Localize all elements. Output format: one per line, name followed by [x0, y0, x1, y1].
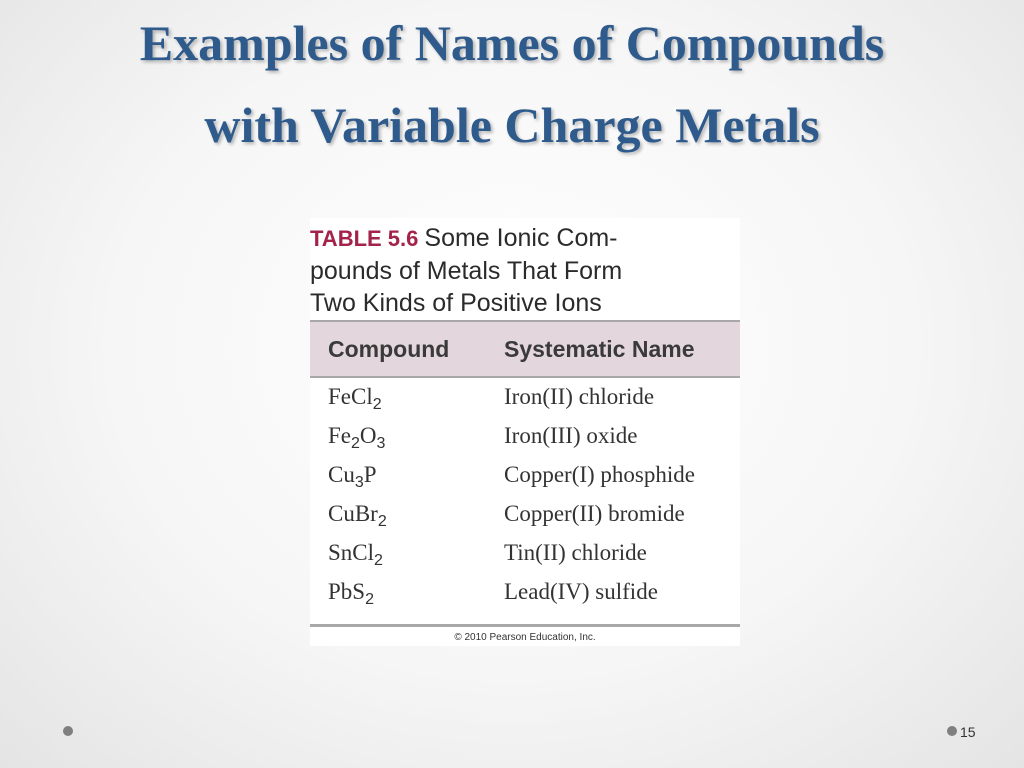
formula-element: Cl: [352, 540, 375, 565]
formula-element: Br: [354, 501, 378, 526]
compound-formula: [328, 384, 382, 413]
page-number: 15: [960, 724, 976, 740]
caption-line-3: Two Kinds of Positive Ions: [310, 289, 602, 317]
systematic-name: Tin(II) chloride: [504, 540, 647, 565]
copyright-notice: © 2010 Pearson Education, Inc.: [454, 632, 596, 643]
formula-element: Cu: [328, 462, 355, 487]
header-compound: Compound: [328, 336, 450, 362]
table-body: [310, 380, 740, 614]
formula-subscript: 3: [354, 474, 364, 491]
systematic-name: Lead(IV) sulfide: [504, 579, 658, 604]
compound-formula: [328, 501, 387, 530]
caption-text-1: Some Ionic Com-: [424, 224, 618, 252]
slide-title-line-2: with Variable Charge Metals: [204, 97, 820, 153]
caption-line-2: pounds of Metals That Form: [310, 257, 623, 285]
systematic-name: Copper(II) bromide: [504, 501, 685, 526]
systematic-name: Copper(I) phosphide: [504, 462, 695, 487]
table-row: [310, 497, 740, 536]
formula-subscript: 3: [376, 435, 386, 452]
formula-element: S: [352, 579, 366, 604]
formula-element: Cu: [328, 501, 355, 526]
compound-formula: [328, 540, 383, 569]
compound-formula: [328, 462, 377, 491]
table-row: [310, 575, 740, 614]
table-image: [310, 218, 740, 646]
table-caption: [310, 222, 710, 319]
compound-formula: [328, 579, 374, 608]
slide-title-line-1: Examples of Names of Compounds: [139, 15, 885, 71]
formula-element: P: [363, 462, 377, 487]
formula-subscript: 2: [374, 552, 383, 569]
table-row: [310, 536, 740, 575]
compound-formula: [328, 423, 386, 452]
formula-element: Fe: [328, 423, 351, 448]
formula-element: O: [359, 423, 377, 448]
table-row: [310, 380, 740, 419]
caption-line-1: [310, 222, 710, 255]
formula-subscript: 2: [377, 513, 387, 530]
table-label: TABLE 5.6: [310, 226, 419, 251]
systematic-name: Iron(II) chloride: [504, 384, 655, 409]
table-row: [310, 458, 740, 497]
systematic-name: Iron(III) oxide: [504, 423, 638, 448]
table-row: [310, 419, 740, 458]
footer-bullet-right: [947, 726, 957, 736]
header-systematic-name: Systematic Name: [504, 336, 695, 362]
formula-element: Cl: [351, 384, 373, 409]
formula-subscript: 2: [365, 591, 374, 608]
table-header: [310, 320, 740, 378]
table-bottom-rule: [310, 624, 740, 627]
formula-subscript: 2: [372, 396, 382, 413]
formula-subscript: 2: [351, 435, 360, 452]
formula-element: Sn: [328, 540, 353, 565]
formula-element: Pb: [328, 579, 353, 604]
footer-bullet-left: [63, 726, 73, 736]
slide-title: [0, 2, 1024, 166]
formula-element: Fe: [328, 384, 351, 409]
